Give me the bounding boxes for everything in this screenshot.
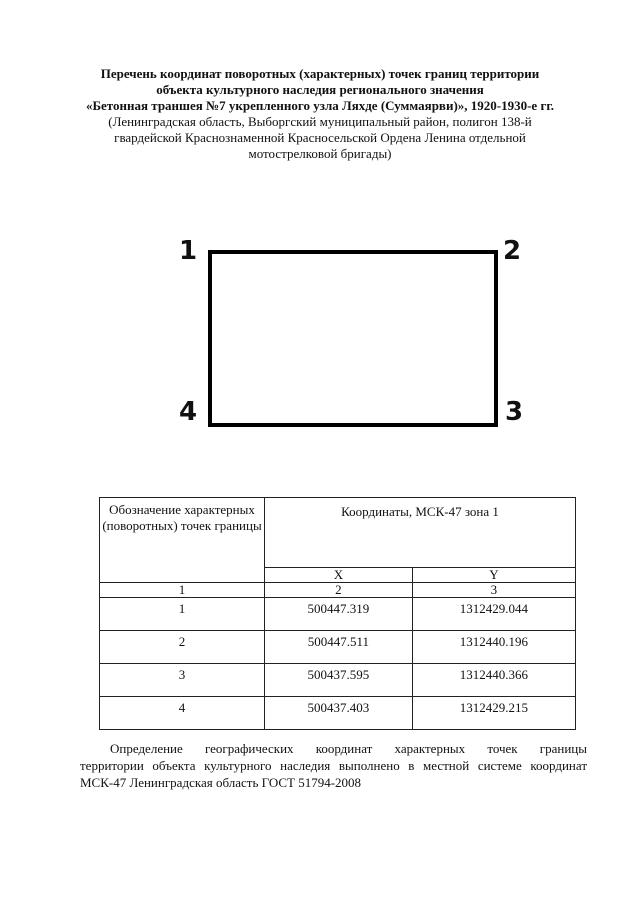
title-line-3: «Бетонная траншея №7 укрепленного узла Ляхде (Суммаярви)», 1920-1930-е гг. bbox=[85, 98, 555, 113]
y-value: 1312440.366 bbox=[412, 664, 575, 697]
x-value: 500437.403 bbox=[265, 697, 413, 730]
point-number: 4 bbox=[100, 697, 265, 730]
vertex-label-1: 1 bbox=[179, 236, 198, 266]
table-row bbox=[100, 631, 576, 664]
boundary-rectangle bbox=[210, 252, 496, 425]
x-value: 500447.319 bbox=[265, 598, 413, 631]
document-title bbox=[60, 66, 580, 162]
footer-rest: территории объекта культурного наследия выполнено в местной системе координат МСК-47 Ленинградская область ГОСТ 51794-2008 bbox=[80, 758, 587, 790]
x-value: 500447.511 bbox=[265, 631, 413, 664]
footer-note bbox=[80, 740, 587, 791]
coordinates-table bbox=[99, 497, 576, 730]
title-line-6: мотострелковой бригады) bbox=[248, 146, 392, 161]
footer-line-1: Определение географических координат характерных точек границы bbox=[110, 741, 587, 756]
column-number: 1 bbox=[100, 583, 265, 598]
point-number: 1 bbox=[100, 598, 265, 631]
vertex-label-4: 4 bbox=[179, 397, 198, 427]
y-value: 1312429.215 bbox=[412, 697, 575, 730]
header-y: Y bbox=[412, 568, 575, 583]
vertex-label-2: 2 bbox=[503, 236, 522, 266]
header-coordinates: Координаты, МСК-47 зона 1 bbox=[265, 498, 576, 568]
header-x: X bbox=[265, 568, 413, 583]
x-value: 500437.595 bbox=[265, 664, 413, 697]
column-number: 3 bbox=[412, 583, 575, 598]
vertex-label-3: 3 bbox=[505, 397, 524, 427]
y-value: 1312429.044 bbox=[412, 598, 575, 631]
title-line-5: гвардейской Краснознаменной Красносельской Ордена Ленина отдельной bbox=[114, 130, 526, 145]
column-number: 2 bbox=[265, 583, 413, 598]
point-number: 2 bbox=[100, 631, 265, 664]
point-number: 3 bbox=[100, 664, 265, 697]
header-point-designation: Обозначение характерных (поворотных) точек границы bbox=[100, 498, 265, 583]
title-line-1: Перечень координат поворотных (характерных) точек границ территории bbox=[100, 66, 540, 81]
table-row bbox=[100, 598, 576, 631]
title-line-4: (Ленинградская область, Выборгский муниципальный район, полигон 138-й bbox=[108, 114, 532, 129]
table-row bbox=[100, 664, 576, 697]
title-line-2: объекта культурного наследия регионального значения bbox=[156, 82, 484, 97]
y-value: 1312440.196 bbox=[412, 631, 575, 664]
table-row bbox=[100, 697, 576, 730]
